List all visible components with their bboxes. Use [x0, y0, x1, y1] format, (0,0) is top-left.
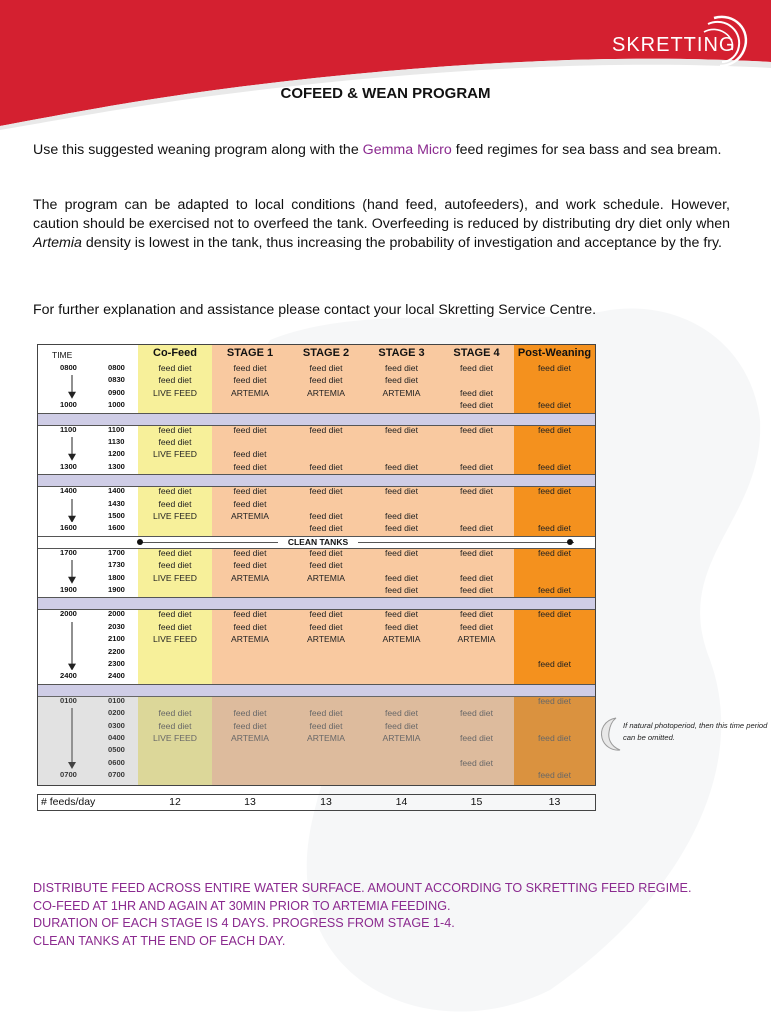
schedule-cell: feed diet — [158, 547, 192, 558]
schedule-cell: feed diet — [460, 621, 493, 632]
block-border — [38, 597, 595, 598]
schedule-cell: feed diet — [460, 547, 493, 558]
range-start-time: 1400 — [60, 486, 77, 496]
schedule-cell: feed diet — [158, 375, 192, 386]
row-time: 0800 — [108, 363, 125, 372]
schedule-cell: feed diet — [460, 572, 493, 583]
schedule-cell: feed diet — [158, 708, 192, 719]
intro-paragraph-3: For further explanation and assistance please contact your local Skretting Service Centre. — [33, 302, 597, 318]
schedule-cell: LIVE FEED — [153, 572, 197, 583]
time-header: TIME — [52, 350, 73, 360]
row-time: 1000 — [108, 400, 125, 410]
row-time: 1700 — [108, 547, 125, 557]
schedule-cell: feed diet — [233, 486, 267, 497]
intro-paragraph-2 — [33, 196, 730, 253]
schedule-cell: feed diet — [460, 363, 493, 373]
row-time: 2030 — [108, 621, 125, 631]
schedule-cell: feed diet — [385, 572, 418, 583]
schedule-cell: feed diet — [309, 708, 343, 719]
note-line: CO-FEED AT 1HR AND AGAIN AT 30MIN PRIOR TO ARTEMIA FEEDING. — [33, 898, 451, 913]
schedule-cell: ARTEMIA — [306, 572, 346, 583]
schedule-cell: feed diet — [309, 523, 343, 534]
note-line: CLEAN TANKS AT THE END OF EACH DAY. — [33, 933, 286, 948]
schedule-cell: feed diet — [158, 621, 192, 632]
row-time: 1500 — [108, 511, 125, 520]
schedule-cell: ARTEMIA — [382, 387, 421, 398]
schedule-cell: ARTEMIA — [230, 572, 270, 583]
column-header-post-weaning: Post-Weaning — [517, 347, 592, 359]
schedule-cell: ARTEMIA — [306, 387, 346, 398]
schedule-cell: feed diet — [538, 770, 571, 781]
schedule-cell: feed diet — [233, 547, 267, 558]
night-period-overlay — [38, 696, 595, 785]
range-end-time: 1600 — [60, 523, 77, 533]
range-end-time: 1300 — [60, 461, 77, 471]
row-time: 1200 — [108, 449, 125, 459]
schedule-cell: feed diet — [538, 486, 571, 497]
schedule-cell: feed diet — [309, 720, 343, 731]
schedule-cell: ARTEMIA — [230, 387, 270, 398]
feeds-per-day-value: 14 — [395, 796, 408, 808]
intro-text: The program can be adapted to local conditions (hand feed, autofeeders), and work schedule. However, caution should be exercised not to overfeed the tank. Overfeeding is reduced by distributing dry diet only when — [33, 197, 730, 232]
schedule-cell: feed diet — [233, 720, 267, 731]
row-time: 1400 — [108, 486, 125, 496]
row-time: 2200 — [108, 646, 125, 656]
schedule-cell: feed diet — [158, 424, 192, 435]
feeds-per-day-value: 13 — [320, 796, 332, 808]
range-end-time: 1900 — [60, 585, 77, 594]
schedule-cell: feed diet — [233, 560, 267, 571]
schedule-cell: feed diet — [538, 424, 571, 435]
time-arrow-down-icon — [67, 375, 77, 399]
schedule-cell: feed diet — [385, 461, 418, 472]
row-time: 0500 — [108, 745, 125, 755]
note-line: DURATION OF EACH STAGE IS 4 DAYS. PROGRESS FROM STAGE 1-4. — [33, 916, 455, 930]
row-time: 2100 — [108, 634, 125, 644]
schedule-cell: feed diet — [460, 400, 493, 411]
range-start-time: 1700 — [60, 547, 77, 557]
time-arrow-down-icon — [67, 499, 77, 523]
feeds-per-day-value: 15 — [470, 796, 483, 808]
schedule-cell: feed diet — [538, 695, 571, 706]
row-time: 0700 — [108, 770, 125, 780]
schedule-cell: feed diet — [460, 609, 493, 620]
block-border — [38, 536, 595, 537]
range-start-time: 0800 — [60, 363, 77, 372]
moon-icon — [598, 716, 624, 752]
schedule-cell: feed diet — [460, 757, 493, 768]
schedule-cell: feed diet — [385, 375, 418, 386]
row-time: 0100 — [108, 695, 125, 705]
schedule-cell: feed diet — [309, 609, 343, 620]
row-time: 1130 — [108, 437, 125, 446]
block-border — [38, 474, 595, 475]
schedule-cell: feed diet — [233, 708, 267, 719]
schedule-cell: feed diet — [460, 387, 493, 398]
schedule-cell: feed diet — [158, 498, 192, 509]
schedule-cell: feed diet — [233, 363, 267, 373]
schedule-cell: feed diet — [460, 708, 493, 719]
note-line: DISTRIBUTE FEED ACROSS ENTIRE WATER SURFACE. AMOUNT ACCORDING TO SKRETTING FEED REGIME. — [33, 881, 692, 895]
schedule-cell: LIVE FEED — [153, 511, 197, 521]
range-end-time: 2400 — [60, 671, 77, 681]
feeds-per-day-value: 13 — [244, 796, 256, 808]
schedule-cell: ARTEMIA — [306, 634, 346, 645]
feeds-per-day-value: 12 — [169, 796, 181, 808]
schedule-cell: LIVE FEED — [153, 449, 197, 460]
schedule-cell: feed diet — [385, 547, 418, 558]
schedule-cell: feed diet — [309, 424, 343, 435]
block-border — [38, 413, 595, 414]
schedule-cell: ARTEMIA — [230, 733, 270, 743]
page-title: COFEED & WEAN PROGRAM — [280, 85, 491, 102]
schedule-cell: feed diet — [538, 585, 571, 595]
schedule-cell: feed diet — [385, 523, 418, 534]
schedule-cell: feed diet — [538, 733, 571, 743]
clean-tanks-label: CLEAN TANKS — [278, 537, 358, 547]
row-time: 2300 — [108, 659, 125, 668]
row-time: 0830 — [108, 375, 125, 385]
intro-text: Use this suggested weaning program along with the — [33, 142, 363, 158]
schedule-cell: feed diet — [538, 363, 571, 373]
schedule-cell: feed diet — [385, 424, 418, 435]
schedule-cell: feed diet — [460, 424, 493, 435]
schedule-cell: LIVE FEED — [153, 387, 197, 398]
schedule-cell: feed diet — [460, 486, 493, 497]
schedule-cell: feed diet — [158, 720, 192, 731]
row-time: 0300 — [108, 720, 125, 730]
range-end-time: 0700 — [60, 770, 77, 780]
intro-paragraph-1 — [33, 141, 730, 160]
schedule-cell: feed diet — [158, 437, 192, 447]
row-time: 1900 — [108, 585, 125, 594]
block-separator — [38, 474, 595, 486]
schedule-cell: ARTEMIA — [382, 733, 421, 743]
range-start-time: 2000 — [60, 609, 77, 619]
time-arrow-down-icon — [67, 437, 77, 461]
block-separator — [38, 597, 595, 609]
column-header-cofeed: Co-Feed — [153, 347, 197, 359]
schedule-cell: feed diet — [385, 363, 418, 373]
column-header-stage-4: STAGE 4 — [453, 347, 500, 359]
row-time: 1600 — [108, 523, 125, 533]
block-separator — [38, 413, 595, 425]
schedule-cell: feed diet — [309, 486, 343, 497]
schedule-cell: feed diet — [233, 621, 267, 632]
schedule-cell: ARTEMIA — [230, 511, 270, 521]
schedule-cell: feed diet — [460, 523, 493, 534]
schedule-cell: feed diet — [309, 363, 343, 373]
row-time: 0900 — [108, 387, 125, 397]
schedule-cell: feed diet — [233, 449, 267, 460]
schedule-cell: feed diet — [385, 621, 418, 632]
schedule-cell: feed diet — [309, 621, 343, 632]
schedule-cell: feed diet — [309, 560, 343, 571]
skretting-logo: SKRETTING — [612, 34, 736, 56]
row-time: 2400 — [108, 671, 125, 681]
schedule-cell: feed diet — [460, 461, 493, 472]
feeds-per-day-label: # feeds/day — [41, 796, 96, 808]
schedule-cell: feed diet — [538, 659, 571, 669]
schedule-cell: feed diet — [233, 498, 267, 509]
schedule-cell: feed diet — [538, 400, 571, 411]
schedule-cell: feed diet — [385, 511, 418, 521]
schedule-cell: ARTEMIA — [457, 634, 496, 645]
schedule-cell: feed diet — [233, 424, 267, 435]
schedule-cell: feed diet — [538, 609, 571, 620]
range-start-time: 1100 — [60, 424, 77, 434]
schedule-cell: feed diet — [233, 609, 267, 620]
column-header-stage-3: STAGE 3 — [378, 347, 425, 359]
weaning-schedule-table — [37, 344, 596, 786]
schedule-cell: feed diet — [158, 609, 192, 620]
schedule-cell: feed diet — [309, 547, 343, 558]
schedule-cell: ARTEMIA — [230, 634, 270, 645]
schedule-cell: feed diet — [460, 585, 493, 595]
range-start-time: 0100 — [60, 695, 77, 705]
photoperiod-note: If natural photoperiod, then this time period can be omitted. — [623, 721, 768, 742]
schedule-cell: feed diet — [309, 375, 343, 386]
schedule-cell: feed diet — [309, 511, 343, 521]
feeds-per-day-row — [37, 794, 596, 811]
header-band — [0, 0, 771, 130]
schedule-cell: ARTEMIA — [306, 733, 346, 743]
row-time: 0600 — [108, 757, 125, 767]
schedule-cell: feed diet — [538, 523, 571, 534]
intro-text: feed regimes for sea bass and sea bream. — [451, 142, 722, 158]
schedule-cell: feed diet — [538, 461, 571, 472]
feeds-per-day-value: 13 — [548, 796, 561, 808]
schedule-cell: ARTEMIA — [382, 634, 421, 645]
artemia-italic: Artemia — [33, 235, 82, 251]
schedule-cell: feed diet — [233, 461, 267, 472]
schedule-cell: feed diet — [158, 363, 192, 373]
block-border — [38, 684, 595, 685]
column-header-stage-1: STAGE 1 — [226, 347, 274, 359]
time-arrow-down-icon — [67, 560, 77, 584]
block-separator — [38, 684, 595, 696]
intro-text: density is lowest in the tank, thus increasing the probability of investigation and acceptance by the fry. — [81, 235, 723, 251]
schedule-cell: feed diet — [385, 720, 418, 731]
schedule-cell: feed diet — [385, 585, 418, 595]
schedule-cell: LIVE FEED — [153, 634, 197, 645]
schedule-cell: feed diet — [158, 560, 192, 571]
row-time: 1100 — [108, 424, 125, 434]
range-end-time: 1000 — [60, 400, 77, 410]
column-header-stage-2: STAGE 2 — [302, 347, 350, 359]
schedule-cell: feed diet — [385, 486, 418, 497]
schedule-cell: feed diet — [158, 486, 192, 497]
row-time: 1800 — [108, 572, 125, 582]
row-time: 1730 — [108, 560, 125, 570]
time-arrow-down-icon — [67, 622, 77, 671]
gemma-micro-highlight: Gemma Micro — [362, 142, 452, 158]
row-time: 0200 — [108, 708, 125, 718]
schedule-cell: feed diet — [460, 733, 493, 743]
schedule-cell: feed diet — [538, 547, 571, 558]
schedule-cell: feed diet — [385, 708, 418, 719]
schedule-cell: feed diet — [385, 609, 418, 620]
schedule-cell: feed diet — [233, 375, 267, 386]
schedule-cell: feed diet — [309, 461, 343, 472]
row-time: 1430 — [108, 498, 125, 508]
row-time: 0400 — [108, 733, 125, 742]
schedule-cell: LIVE FEED — [153, 733, 197, 743]
row-time: 1300 — [108, 461, 125, 471]
row-time: 2000 — [108, 609, 125, 619]
instructions-notes — [33, 880, 743, 950]
